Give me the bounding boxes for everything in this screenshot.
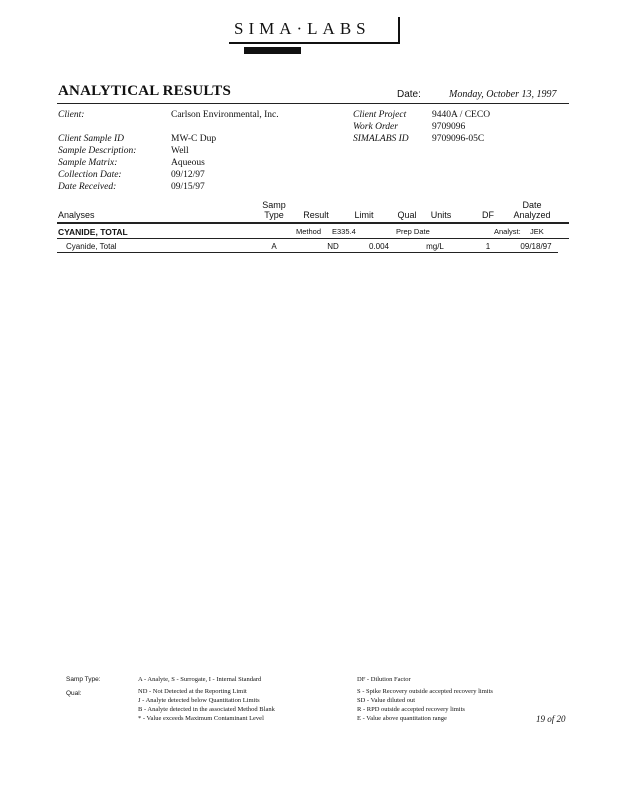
qual-legend-left-3: B - Analyte detected in the associated Method Blank (138, 706, 275, 713)
analyst-label: Analyst: (494, 227, 521, 236)
client-sample-id-label: Client Sample ID (58, 134, 124, 144)
col-samp-type-top: Samp (262, 200, 286, 210)
col-samp-type-bottom: Type (264, 210, 284, 220)
analyst-value: JEK (530, 227, 544, 236)
date-label: Date: (397, 89, 421, 100)
qual-legend-left-4: * - Value exceeds Maximum Contaminant Level (138, 715, 264, 722)
samp-type-legend-text: A - Analyte, S - Surrogate, I - Internal Standard (138, 676, 262, 683)
col-df: DF (482, 210, 494, 220)
col-result: Result (303, 210, 329, 220)
date-received-label: Date Received: (58, 182, 117, 192)
client-project-label: Client Project (353, 110, 407, 120)
qual-legend-right-1: S - Spike Recovery outside accepted recovery limits (357, 688, 493, 695)
group-rule (57, 238, 569, 239)
collection-date-value: 09/12/97 (171, 170, 205, 180)
date-received-value: 09/15/97 (171, 182, 205, 192)
client-label: Client: (58, 110, 85, 120)
report-date: Monday, October 13, 1997 (449, 89, 557, 100)
row-rule (57, 252, 558, 253)
method-label: Method (296, 227, 322, 236)
simalabs-id-value: 9709096-05C (432, 134, 485, 144)
group-name: CYANIDE, TOTAL (58, 227, 128, 237)
simalabs-id-label: SIMALABS ID (353, 134, 409, 144)
sample-matrix-label: Sample Matrix: (58, 158, 118, 168)
company-logo: SIMA·LABS (234, 19, 371, 38)
row-limit: 0.004 (368, 242, 390, 251)
work-order-value: 9709096 (432, 122, 466, 132)
col-date-analyzed-top: Date (522, 200, 542, 210)
qual-legend-label: Qual: (66, 690, 82, 697)
client-sample-id-value: MW-C Dup (171, 134, 217, 144)
row-date-analyzed: 09/18/97 (520, 242, 552, 251)
method-value: E335.4 (332, 227, 356, 236)
samp-type-legend-label: Samp Type: (66, 676, 101, 683)
page-title: ANALYTICAL RESULTS (58, 83, 231, 99)
page-number: 19 of 20 (536, 714, 566, 724)
col-qual: Qual (397, 210, 417, 220)
col-analyses: Analyses (58, 210, 95, 220)
qual-legend-right-3: R - RPD outside accepted recovery limits (357, 706, 465, 713)
title-rule (57, 103, 569, 104)
client-project-value: 9440A / CECO (432, 110, 491, 120)
qual-legend-right-4: E - Value above quantitation range (357, 715, 447, 722)
header-rule (57, 222, 569, 224)
sample-matrix-value: Aqueous (171, 158, 205, 168)
qual-legend-left-1: ND - Not Detected at the Reporting Limit (138, 688, 247, 695)
row-samp-type: A (271, 242, 277, 251)
work-order-label: Work Order (353, 122, 398, 132)
qual-legend-left-2: J - Analyte detected below Quantitation Limits (138, 697, 260, 704)
sample-description-value: Well (171, 146, 189, 156)
col-units: Units (430, 210, 452, 220)
collection-date-label: Collection Date: (58, 170, 122, 180)
logo-redaction-bar (244, 47, 301, 54)
col-date-analyzed-bottom: Analyzed (513, 210, 551, 220)
sample-description-label: Sample Description: (58, 146, 137, 156)
df-legend-text: DF - Dilution Factor (357, 676, 411, 683)
prep-date-label: Prep Date (396, 227, 430, 236)
client-value: Carlson Environmental, Inc. (171, 110, 279, 120)
row-units: mg/L (426, 242, 444, 251)
row-df: 1 (485, 242, 491, 251)
row-result: ND (327, 242, 339, 251)
col-limit: Limit (354, 210, 374, 220)
qual-legend-right-2: SD - Value diluted out (357, 697, 416, 704)
row-analysis: Cyanide, Total (66, 242, 117, 251)
